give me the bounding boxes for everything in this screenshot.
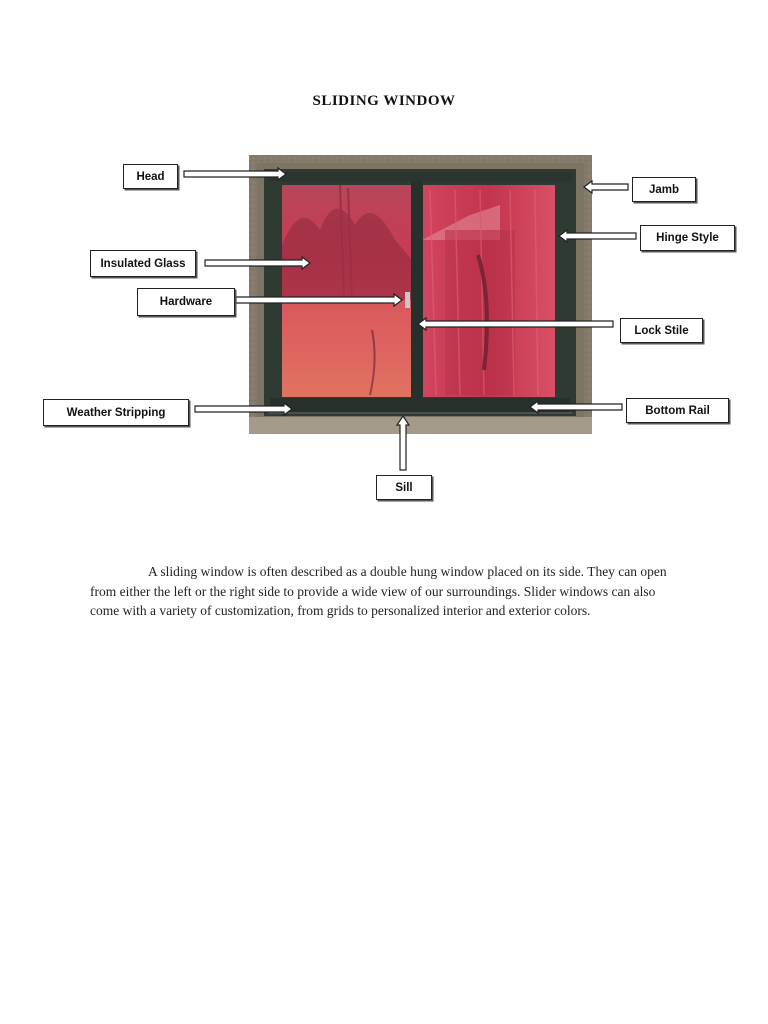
arrow-jamb <box>584 181 628 193</box>
label-hinge-style: Hinge Style <box>640 225 735 251</box>
label-head: Head <box>123 164 178 189</box>
label-hardware: Hardware <box>137 288 235 316</box>
arrow-sill <box>397 416 409 470</box>
description-paragraph: A sliding window is often described as a double hung window placed on its side. They can open from either the left or the right side to provide a wide view of our surroundings. Slider windows can also come with a variety of customization, from grids to personalized interior and exterior colors. <box>90 564 667 618</box>
head-bar <box>268 172 572 181</box>
hardware-handle <box>405 292 410 308</box>
label-sill: Sill <box>376 475 432 500</box>
page-title: SLIDING WINDOW <box>312 93 456 109</box>
window-photo <box>249 155 592 434</box>
label-lock-stile: Lock Stile <box>620 318 703 343</box>
label-bottom-rail: Bottom Rail <box>626 398 729 423</box>
lock-stile-bar <box>411 177 423 405</box>
label-weather-stripping: Weather Stripping <box>43 399 189 426</box>
bottom-rail-bar <box>270 398 570 412</box>
label-insulated-glass: Insulated Glass <box>90 250 196 277</box>
sill-ledge <box>249 417 592 434</box>
label-jamb: Jamb <box>632 177 696 202</box>
